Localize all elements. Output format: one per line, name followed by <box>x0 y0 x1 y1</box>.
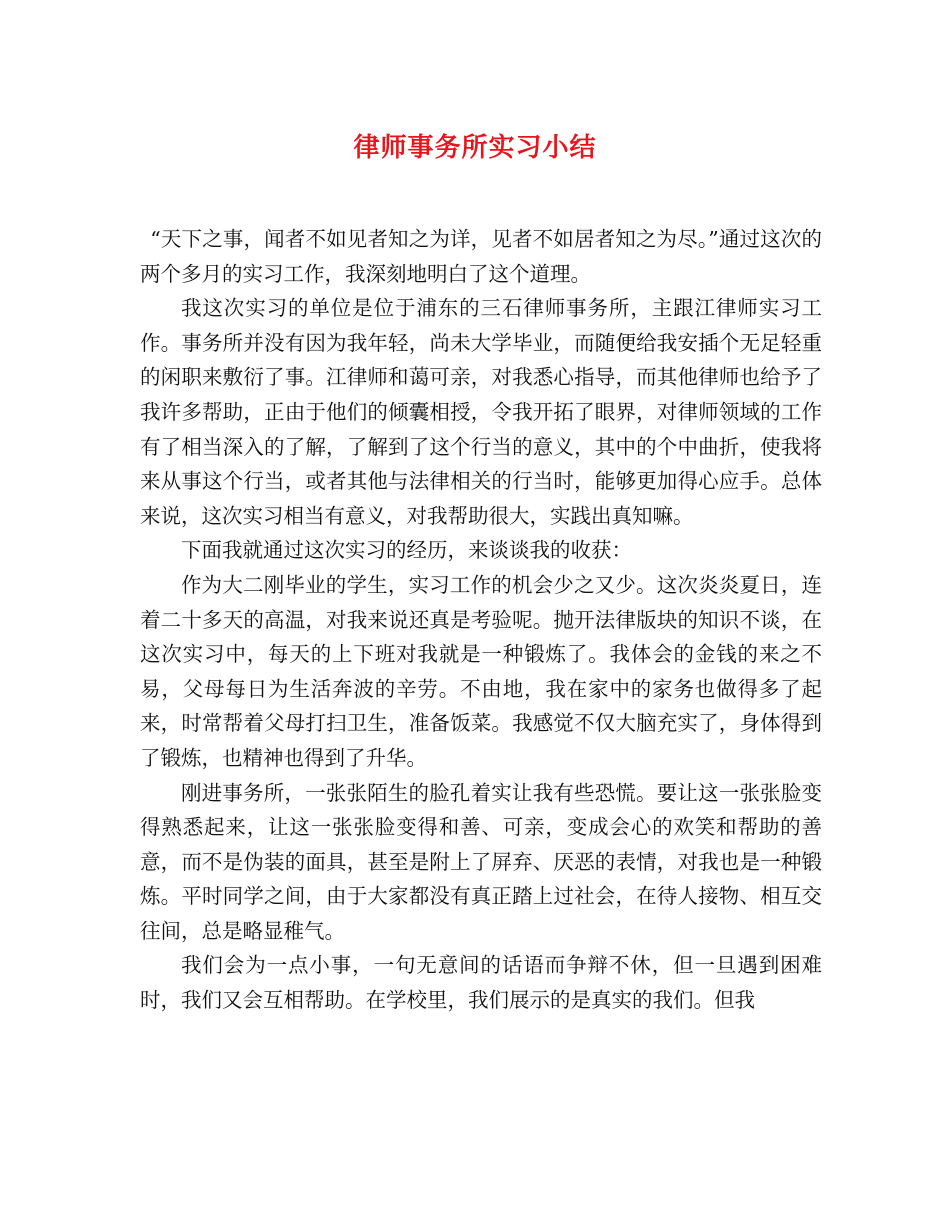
paragraph-harvest-intro: 下面我就通过这次实习的经历，来谈谈我的收获： <box>181 538 632 563</box>
paragraph-internship-unit: 我这次实习的单位是位于浦东的三石律师事务所，主跟江律师实习工作。事务所并没有因为我年轻，尚未大学毕业，而随便给我安插个无足轻重的闲职来敷衍了事。江律师和蔼可亲，对我悉心指导，而其他律师也给予了我许多帮助，正由于他们的倾囊相授，令我开拓了眼界，对律师领域的工作有了相当深入的了解，了解到了这个行当的意义，其中的个中曲折，使我将来从事这个行当，或者其他与法律相关的行当时，能够更加得心应手。总体来说，这次实习相当有意义，对我帮助很大，实践出真知嘛。 <box>140 296 822 528</box>
paragraph-quote-intro: “天下之事，闻者不如见者知之为详，见者不如居者知之为尽。”通过这次的两个多月的实习工作，我深刻地明白了这个道理。 <box>140 227 822 286</box>
paragraph-summer-experience: 作为大二刚毕业的学生，实习工作的机会少之又少。这次炎炎夏日，连着二十多天的高温，对我来说还真是考验呢。抛开法律版块的知识不谈，在这次实习中，每天的上下班对我就是一种锻炼了。我体会的金钱的来之不易，父母每日为生活奔波的辛劳。不由地，我在家中的家务也做得多了起来，时常帮着父母打扫卫生，准备饭菜。我感觉不仅大脑充实了，身体得到了锻炼，也精神也得到了升华。 <box>140 572 822 770</box>
document-body <box>140 222 822 1018</box>
paragraph-school-life: 我们会为一点小事，一句无意间的话语而争辩不休，但一旦遇到困难时，我们又会互相帮助。在学校里，我们展示的是真实的我们。但我 <box>140 953 822 1013</box>
document-title: 律师事务所实习小结 <box>353 133 597 163</box>
paragraph-new-faces: 刚进事务所，一张张陌生的脸孔着实让我有些恐慌。要让这一张张脸变得熟悉起来，让这一张张脸变得和善、可亲，变成会心的欢笑和帮助的善意，而不是伪装的面具，甚至是附上了屏弃、厌恶的表情，对我也是一种锻炼。平时同学之间，由于大家都没有真正踏上过社会，在待人接物、相互交往间，总是略显稚气。 <box>140 780 822 943</box>
